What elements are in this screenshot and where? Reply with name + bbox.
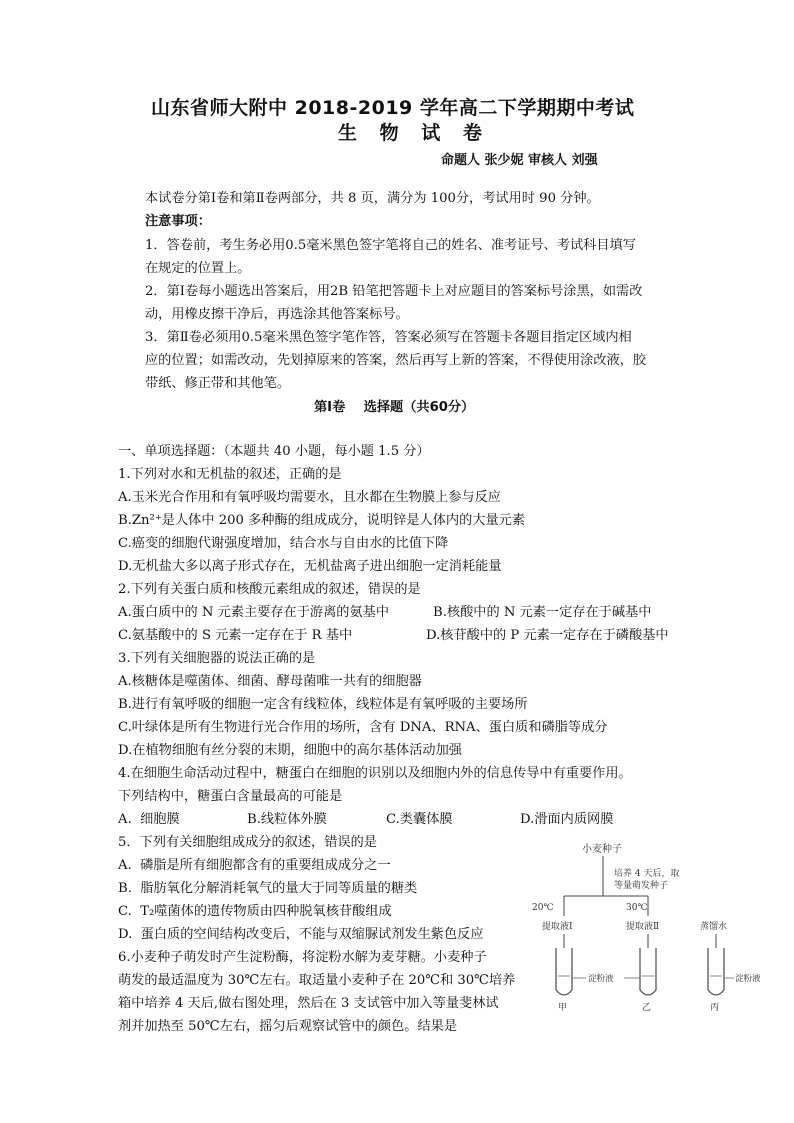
q1-option-b: B.Zn²⁺是人体中 200 多种酶的组成成分，说明锌是人体内的大量元素: [118, 513, 526, 528]
temp-right-label: 30℃: [626, 903, 648, 913]
questions-intro: 一、单项选择题：（本题共 40 小题，每小题 1.5 分）: [118, 444, 430, 459]
q3-option-a: A.核糖体是噬菌体、细菌、酵母菌唯一共有的细胞器: [118, 674, 422, 689]
q1-stem: 1.下列对水和无机盐的叙述，正确的是: [118, 467, 342, 482]
q5-stem: 5．下列有关细胞组成成分的叙述，错误的是: [118, 835, 377, 850]
experiment-figure: [530, 838, 780, 1013]
q4-option-c: C.类囊体膜: [386, 812, 453, 827]
q5-option-d: D. 蛋白质的空间结构改变后，不能与双缩脲试剂发生紫色反应: [118, 927, 484, 942]
q3-stem: 3.下列有关细胞器的说法正确的是: [118, 651, 316, 666]
note-line: 2．第Ⅰ卷每小题选出答案后，用2B 铅笔把答题卡上对应题目的答案标号涂黑，如需改: [145, 284, 643, 299]
note-line: 动，用橡皮擦干净后，再选涂其他答案标号。: [145, 307, 409, 322]
q1-option-d: D.无机盐大多以离子形式存在，无机盐离子进出细胞一定消耗能量: [118, 559, 502, 574]
q2-option-a: A.蛋白质中的 N 元素主要存在于游离的氨基中: [118, 605, 390, 620]
q6-line: 萌发的最适温度为 30℃左右。取适量小麦种子在 20℃和 30℃培养: [118, 973, 516, 988]
note-line: 应的位置；如需改动，先划掉原来的答案，然后再写上新的答案，不得使用涂改液，胶: [145, 353, 647, 368]
culture-label: 等量萌发种子: [614, 881, 669, 891]
q4-stem: 下列结构中，糖蛋白含量最高的可能是: [118, 789, 343, 804]
q4-option-b: B.线粒体外膜: [247, 812, 327, 827]
q5-option-c: C. T₂噬菌体的遗传物质由四种脱氧核苷酸组成: [118, 904, 392, 919]
extract-2-label: 提取液Ⅱ: [626, 922, 660, 932]
q6-line: 6.小麦种子萌发时产生淀粉酶，将淀粉水解为麦芽糖。小麦种子: [118, 950, 487, 965]
seed-label: 小麦种子: [582, 844, 622, 855]
note-line: 在规定的位置上。: [145, 261, 251, 276]
starch-label: 淀粉液: [588, 974, 614, 984]
note-line: 带纸、修正带和其他笔。: [145, 376, 291, 391]
q4-option-a: A. 细胞膜: [118, 812, 180, 827]
test-tube-a: [556, 948, 572, 995]
test-tube-c: [708, 948, 724, 995]
title-line-2: 生 物 试 卷: [338, 122, 490, 144]
culture-label: 培养 4 天后，取: [614, 869, 680, 879]
temp-left-label: 20℃: [532, 903, 554, 913]
q6-line: 剂并加热至 50℃左右，摇匀后观察试管中的颜色。结果是: [118, 1019, 458, 1034]
title-line-1: 山东省师大附中 2018-2019 学年高二下学期期中考试: [151, 97, 635, 119]
q6-line: 箱中培养 4 天后,做右图处理，然后在 3 支试管中加入等量斐林试: [118, 996, 499, 1011]
tube-b-label: 乙: [642, 1003, 652, 1013]
q2-option-c: C.氨基酸中的 S 元素一定存在于 R 基中: [118, 628, 353, 643]
note-line: 3．第Ⅱ卷必须用0.5毫米黑色签字笔作答，答案必须写在答题卡各题目指定区域内相: [145, 330, 632, 345]
intro-line: 本试卷分第Ⅰ卷和第Ⅱ卷两部分，共 8 页，满分为 100分，考试用时 90 分钟。: [145, 191, 600, 206]
q5-option-a: A. 磷脂是所有细胞都含有的重要组成成分之一: [118, 858, 391, 873]
water-label: 蒸馏水: [700, 922, 728, 932]
q3-option-c: C.叶绿体是所有生物进行光合作用的场所，含有 DNA、RNA、蛋白质和磷脂等成分: [118, 720, 608, 735]
tube-a-label: 甲: [558, 1003, 568, 1013]
q1-option-a: A.玉米光合作用和有氧呼吸均需要水，且水都在生物膜上参与反应: [118, 490, 501, 505]
q5-option-b: B. 脂肪氧化分解消耗氧气的量大于同等质量的糖类: [118, 881, 418, 896]
q2-option-b: B.核酸中的 N 元素一定存在于碱基中: [433, 605, 652, 620]
note-line: 1．答卷前，考生务必用0.5毫米黑色签字笔将自己的姓名、准考证号、考试科目填写: [145, 238, 636, 253]
q3-option-b: B.进行有氧呼吸的细胞一定含有线粒体，线粒体是有氧呼吸的主要场所: [118, 697, 528, 712]
q4-stem: 4.在细胞生命活动过程中，糖蛋白在细胞的识别以及细胞内外的信息传导中有重要作用。: [118, 766, 632, 781]
q3-option-d: D.在植物细胞有丝分裂的末期，细胞中的高尔基体活动加强: [118, 743, 462, 758]
notice-title: 注意事项：: [145, 214, 211, 229]
q1-option-c: C.癌变的细胞代谢强度增加，结合水与自由水的比值下降: [118, 536, 449, 551]
extract-1-label: 提取液Ⅰ: [542, 922, 573, 932]
section-title: 第Ⅰ卷 选择题（共60分）: [314, 400, 475, 415]
starch-label: 淀粉液: [735, 974, 761, 984]
q2-option-d: D.核苷酸中的 P 元素一定存在于磷酸基中: [426, 628, 669, 643]
q2-stem: 2.下列有关蛋白质和核酸元素组成的叙述，错误的是: [118, 582, 421, 597]
q4-option-d: D.滑面内质网膜: [520, 812, 614, 827]
tube-c-label: 丙: [710, 1003, 720, 1013]
test-tube-b: [640, 948, 656, 995]
authors: 命题人 张少妮 审核人 刘强: [441, 153, 598, 168]
